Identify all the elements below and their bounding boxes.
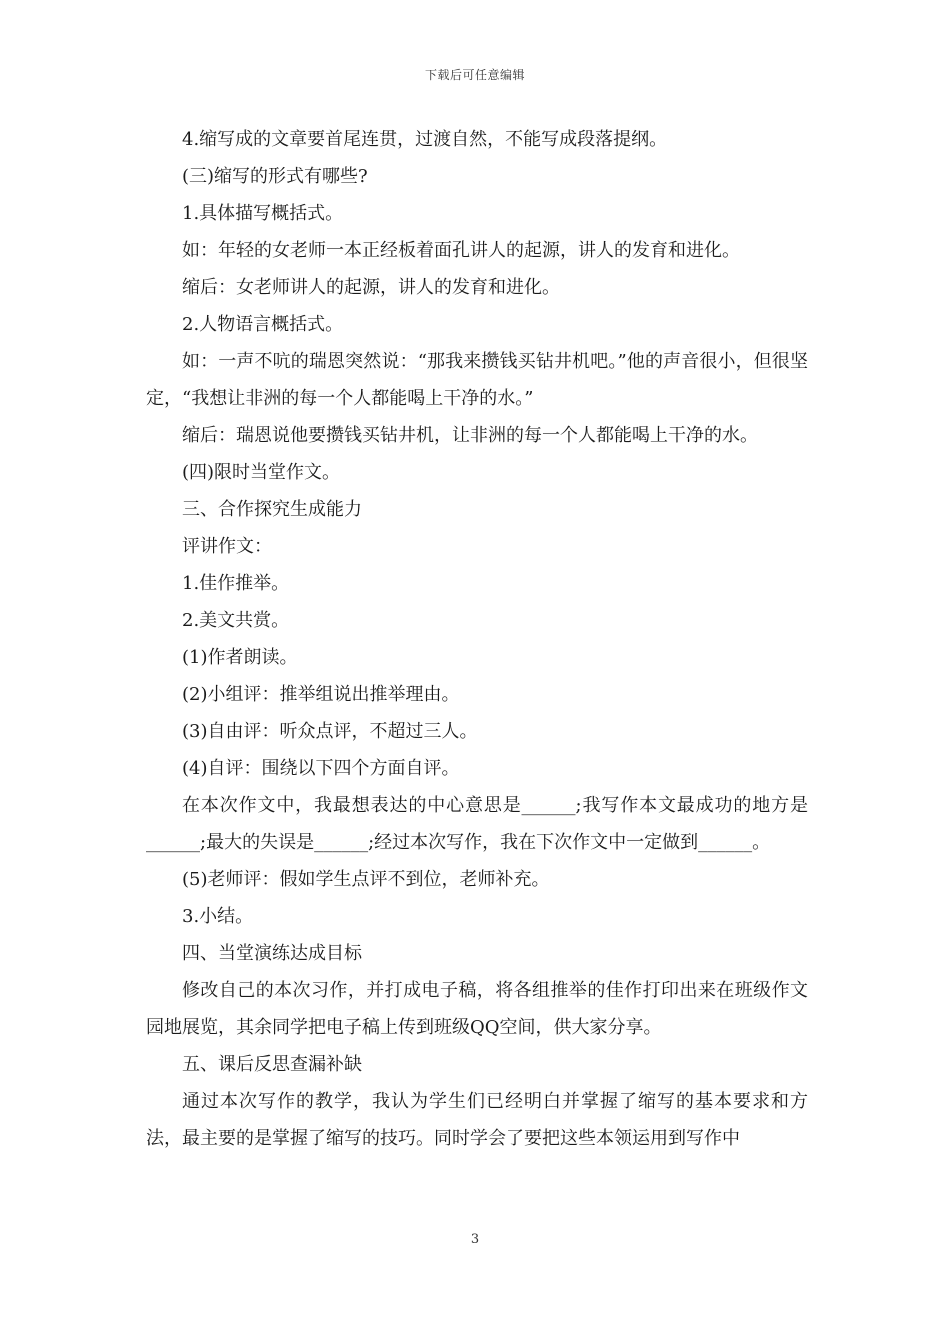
paragraph: 1.具体描写概括式。 xyxy=(182,203,344,224)
paragraph: 如：年轻的女老师一本正经板着面孔讲人的起源，讲人的发育和进化。 xyxy=(182,240,740,261)
paragraph: 1.佳作推举。 xyxy=(182,573,290,594)
paragraph: 2.人物语言概括式。 xyxy=(182,314,344,335)
paragraph: 如：一声不吭的瑞恩突然说：“那我来攒钱买钻井机吧。”他的声音很小，但很坚定，“我想让非洲的每一个人都能喝上干净的水。” xyxy=(146,351,808,409)
document-body xyxy=(146,121,808,1157)
paragraph: (2)小组评：推举组说出推举理由。 xyxy=(182,684,460,705)
paragraph: (三)缩写的形式有哪些? xyxy=(182,166,368,187)
paragraph: (5)老师评：假如学生点评不到位，老师补充。 xyxy=(182,869,550,890)
paragraph: 在本次作文中，我最想表达的中心意思是______;我写作本文最成功的地方是______;最大的失误是______;经过本次写作，我在下次作文中一定做到______。 xyxy=(146,795,808,853)
paragraph: 评讲作文： xyxy=(182,536,272,557)
paragraph: 2.美文共赏。 xyxy=(182,610,290,631)
paragraph: (3)自由评：听众点评，不超过三人。 xyxy=(182,721,478,742)
paragraph: (四)限时当堂作文。 xyxy=(182,462,341,483)
section-heading: 五、课后反思查漏补缺 xyxy=(182,1054,362,1075)
section-heading: 三、合作探究生成能力 xyxy=(182,499,362,520)
section-heading: 四、当堂演练达成目标 xyxy=(182,943,362,964)
page-number: 3 xyxy=(470,1232,480,1247)
paragraph: 缩后：瑞恩说他要攒钱买钻井机，让非洲的每一个人都能喝上干净的水。 xyxy=(182,425,758,446)
page-header: 下载后可任意编辑 xyxy=(424,68,525,82)
paragraph: (1)作者朗读。 xyxy=(182,647,298,668)
paragraph: (4)自评：围绕以下四个方面自评。 xyxy=(182,758,460,779)
paragraph: 缩后：女老师讲人的起源，讲人的发育和进化。 xyxy=(182,277,560,298)
paragraph: 4.缩写成的文章要首尾连贯，过渡自然，不能写成段落提纲。 xyxy=(182,129,668,150)
paragraph: 修改自己的本次习作，并打成电子稿，将各组推举的佳作打印出来在班级作文园地展览，其余同学把电子稿上传到班级QQ空间，供大家分享。 xyxy=(146,980,808,1038)
paragraph: 通过本次写作的教学，我认为学生们已经明白并掌握了缩写的基本要求和方法，最主要的是掌握了缩写的技巧。同时学会了要把这些本领运用到写作中 xyxy=(146,1091,808,1149)
paragraph: 3.小结。 xyxy=(182,906,254,927)
